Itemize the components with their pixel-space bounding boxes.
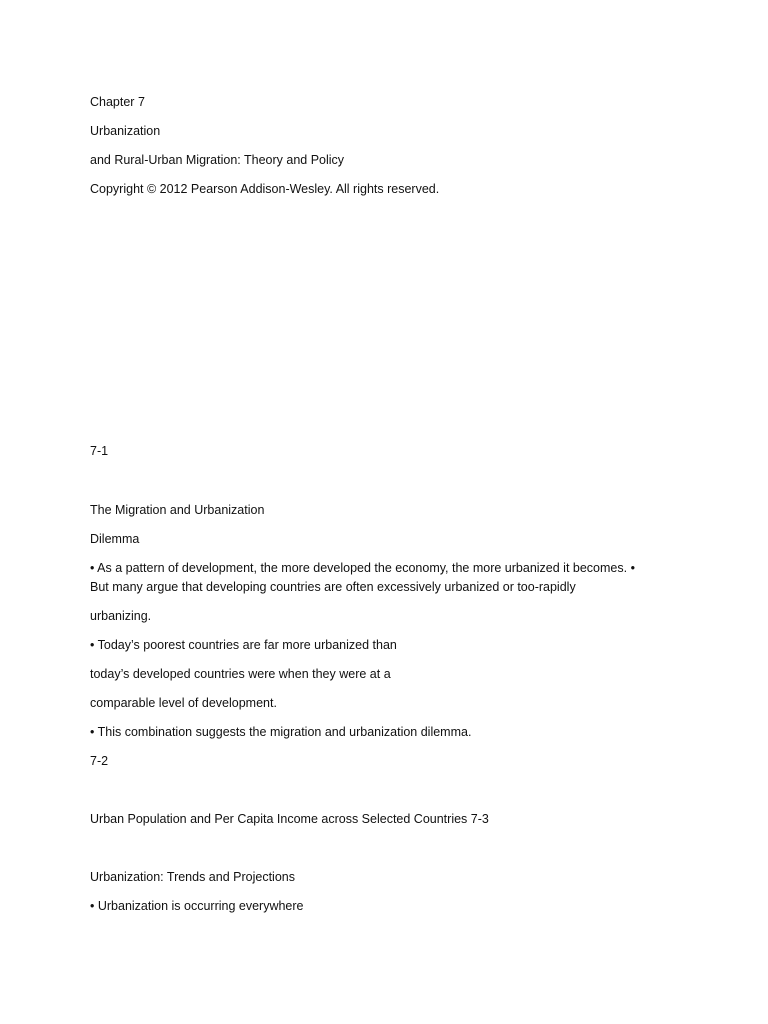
bullet-3: • This combination suggests the migration and urbanization dilemma. [90,725,472,739]
chapter-label: Chapter 7 [90,95,145,109]
chapter-title-line-2: and Rural-Urban Migration: Theory and Policy [90,153,345,167]
bullet-1-line-1: • As a pattern of development, the more developed the economy, the more urbanized it becomes. • [90,561,635,575]
bullet-2-line-1: • Today’s poorest countries are far more urbanized than [90,638,397,652]
copyright-notice: Copyright © 2012 Pearson Addison-Wesley. All rights reserved. [90,182,440,196]
trends-bullet-1: • Urbanization is occurring everywhere [90,899,304,913]
bullet-1-line-2: But many argue that developing countries are often excessively urbanized or too-rapidly [90,580,576,594]
slide-number-7-2: 7-2 [90,754,109,768]
section-heading-line-1: The Migration and Urbanization [90,503,265,517]
figure-caption: Urban Population and Per Capita Income across Selected Countries 7-3 [90,812,489,826]
bullet-2-line-3: comparable level of development. [90,696,277,710]
chapter-title-line-1: Urbanization [90,124,161,138]
section-heading-trends: Urbanization: Trends and Projections [90,870,295,884]
bullet-2-line-2: today’s developed countries were when they were at a [90,667,391,681]
slide-number-7-1: 7-1 [90,444,109,458]
bullet-1-line-3: urbanizing. [90,609,152,623]
section-heading-line-2: Dilemma [90,532,140,546]
